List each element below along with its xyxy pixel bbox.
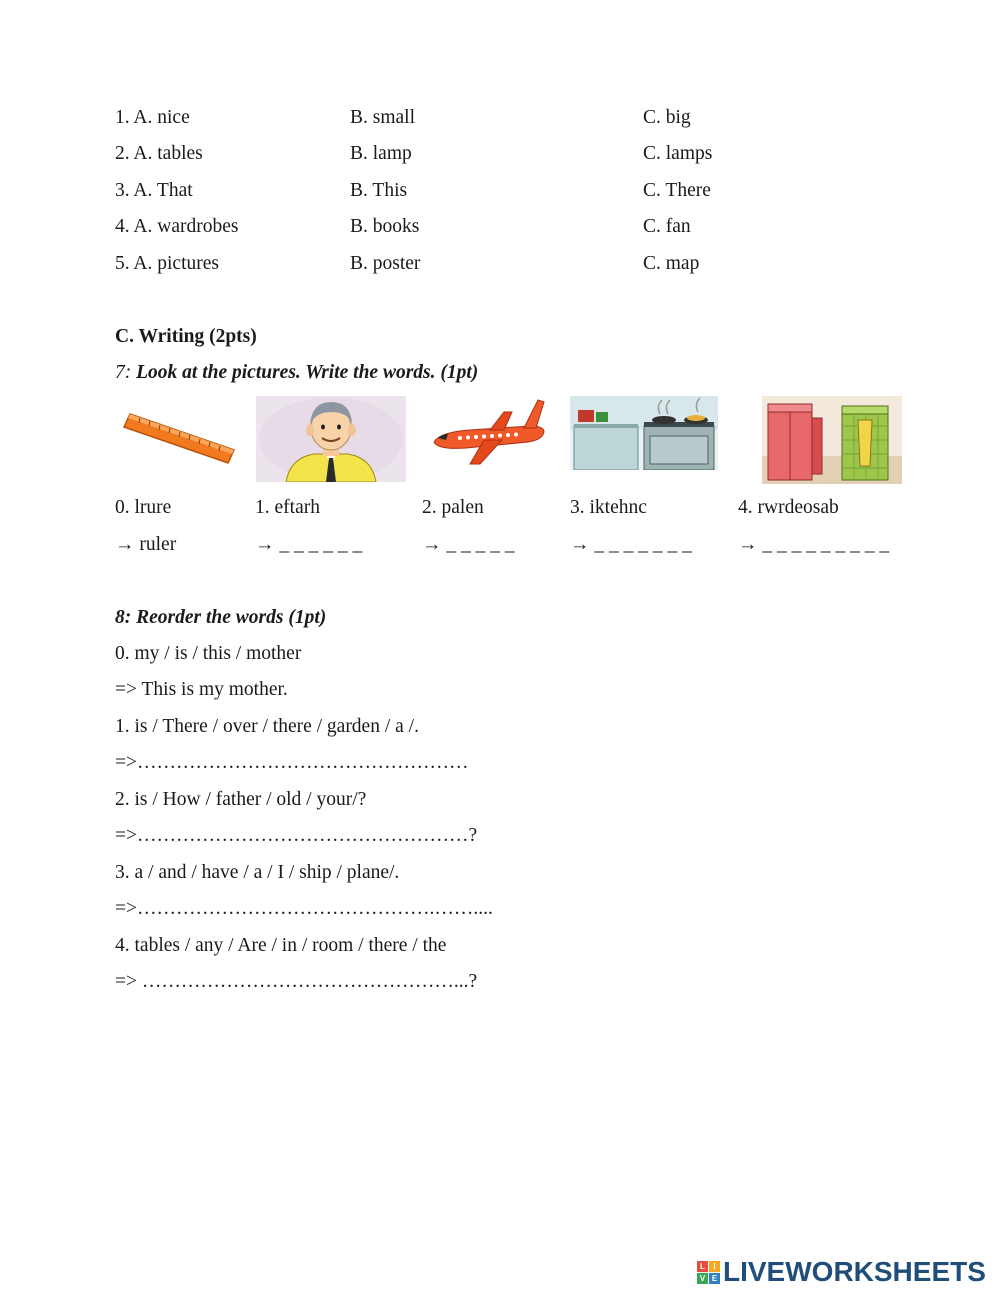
reorder-3-words: 3. a / and / have / a / I / ship / plane/. xyxy=(115,862,400,883)
mcq-4-option-b: B. books xyxy=(350,216,420,237)
word-3-scramble: 3. iktehnc xyxy=(570,497,647,518)
word-1-scramble: 1. eftarh xyxy=(255,497,320,518)
mcq-3-option-a: 3. A. That xyxy=(115,180,193,201)
question-7-number: 7: xyxy=(115,362,132,383)
word-4-answer[interactable]: → _ _ _ _ _ _ _ _ _ xyxy=(738,534,890,555)
logo-tile-v: V xyxy=(697,1273,708,1284)
mcq-2-option-c: C. lamps xyxy=(643,143,713,164)
mcq-4-option-c: C. fan xyxy=(643,216,691,237)
reorder-2-answer-line[interactable]: =>……………………………………………? xyxy=(115,825,478,846)
word-3-answer[interactable]: → _ _ _ _ _ _ _ xyxy=(570,534,692,555)
reorder-1-answer-line[interactable]: =>…………………………………………… xyxy=(115,752,469,773)
mcq-4-option-a: 4. A. wardrobes xyxy=(115,216,239,237)
question-8-title: 8: Reorder the words (1pt) xyxy=(115,607,327,628)
mcq-3-option-b: B. This xyxy=(350,180,408,201)
reorder-example-answer: => This is my mother. xyxy=(115,679,288,700)
father-picture xyxy=(256,396,406,482)
mcq-1-option-a: 1. A. nice xyxy=(115,107,190,128)
ruler-picture xyxy=(122,400,237,468)
mcq-5-option-c: C. map xyxy=(643,253,700,274)
reorder-4-words: 4. tables / any / Are / in / room / there / the xyxy=(115,935,447,956)
writing-heading: C. Writing (2pts) xyxy=(115,326,257,347)
reorder-1-words: 1. is / There / over / there / garden / a /. xyxy=(115,716,419,737)
logo-text: LIVEWORKSHEETS xyxy=(723,1256,986,1287)
mcq-2-option-a: 2. A. tables xyxy=(115,143,203,164)
kitchen-picture xyxy=(570,396,718,470)
mcq-1-option-c: C. big xyxy=(643,107,691,128)
mcq-5-option-a: 5. A. pictures xyxy=(115,253,219,274)
liveworksheets-logo xyxy=(697,1256,986,1288)
word-0-scramble: 0. lrure xyxy=(115,497,172,518)
word-2-answer[interactable]: → _ _ _ _ _ xyxy=(422,534,515,555)
word-4-scramble: 4. rwrdeosab xyxy=(738,497,839,518)
word-2-scramble: 2. palen xyxy=(422,497,484,518)
plane-picture xyxy=(430,396,548,468)
logo-tile-i: I xyxy=(709,1261,720,1272)
wardrobes-picture xyxy=(762,396,902,484)
word-1-answer[interactable]: → _ _ _ _ _ _ xyxy=(255,534,363,555)
question-7-instruction: Look at the pictures. Write the words. (1pt) xyxy=(131,362,479,383)
mcq-5-option-b: B. poster xyxy=(350,253,421,274)
logo-tiles-icon xyxy=(697,1261,720,1284)
reorder-2-words: 2. is / How / father / old / your/? xyxy=(115,789,367,810)
mcq-3-option-c: C. There xyxy=(643,180,711,201)
logo-tile-l: L xyxy=(697,1261,708,1272)
word-0-answer: → ruler xyxy=(115,534,177,555)
reorder-3-answer-line[interactable]: =>……………………………………….…….... xyxy=(115,898,493,919)
reorder-example-words: 0. my / is / this / mother xyxy=(115,643,302,664)
question-7-title xyxy=(115,363,478,383)
mcq-2-option-b: B. lamp xyxy=(350,143,412,164)
mcq-1-option-b: B. small xyxy=(350,107,416,128)
reorder-4-answer-line[interactable]: => …………………………………………...? xyxy=(115,971,478,992)
logo-tile-e: E xyxy=(709,1273,720,1284)
